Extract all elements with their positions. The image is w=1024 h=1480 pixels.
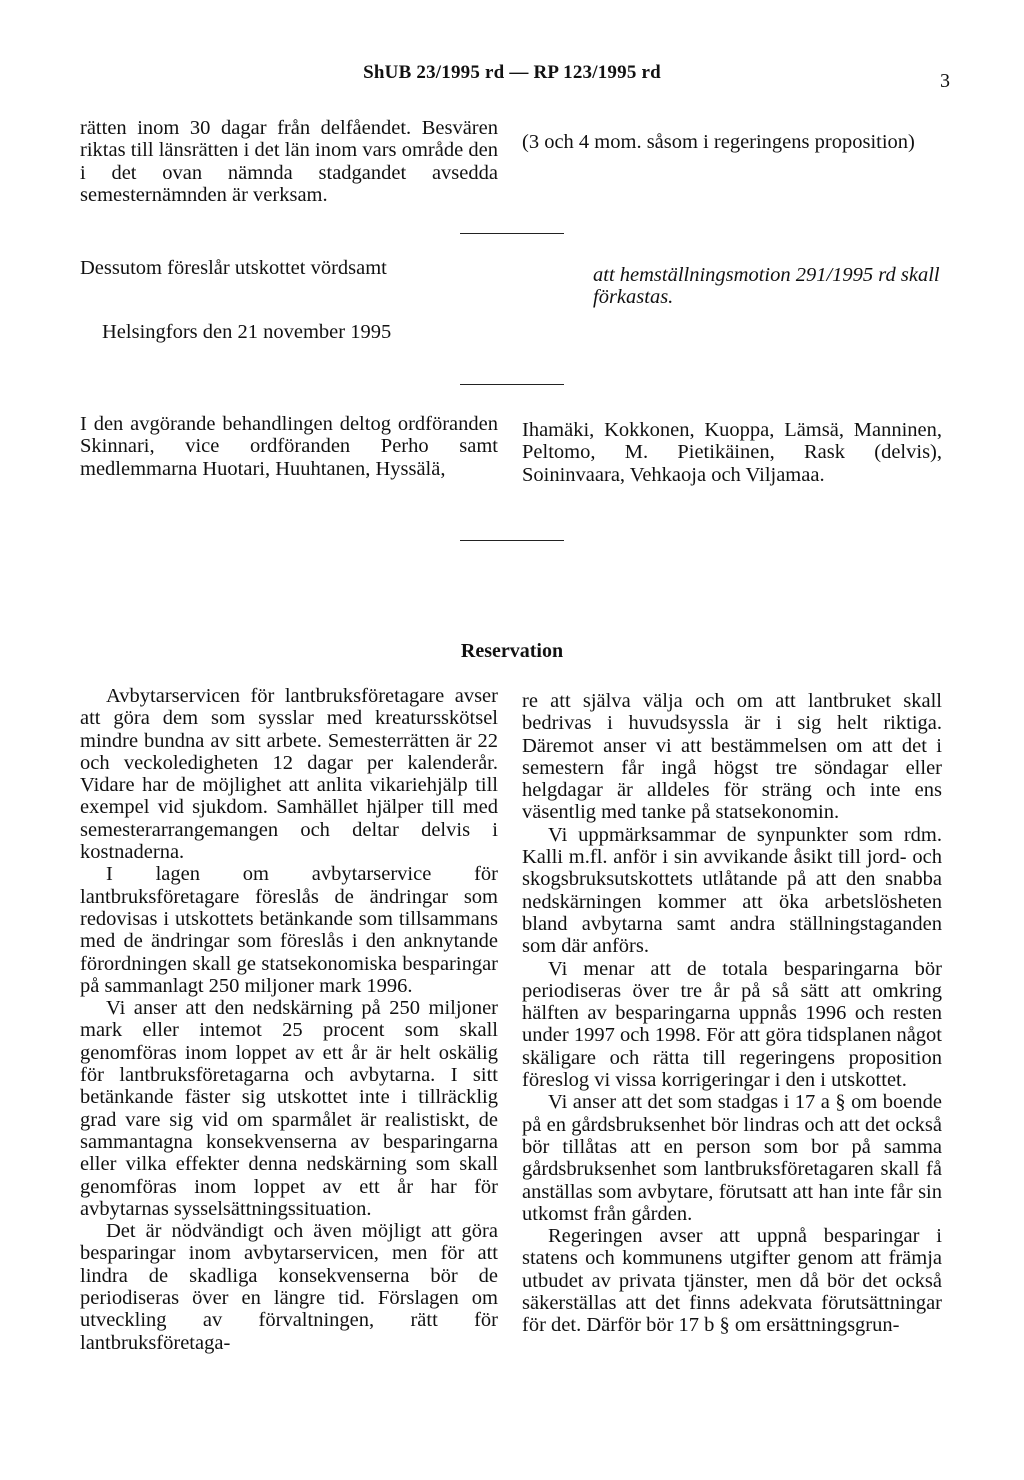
resolution-intro: Dessutom föreslår utskottet vördsamt bbox=[80, 257, 387, 279]
page-number: 3 bbox=[940, 70, 950, 92]
paragraph: Vi menar att de totala besparingarna bör periodiseras över tre år på så sätt att omkring hälften av besparingarna uppnås 1996 och resten under 1997 och 1998. För att göra tidsplanen något skäligare och rätta till regeringens proposition föreslog vi vissa korrigeringar i den i utskottet. bbox=[522, 957, 942, 1092]
reservation-column-right bbox=[522, 690, 942, 1337]
paragraph: Ihamäki, Kokkonen, Kuoppa, Lämsä, Manninen, Peltomo, M. Pietikäinen, Rask (delvis), Soininvaara, Vehkaoja och Viljamaa. bbox=[522, 419, 942, 486]
section-divider bbox=[460, 233, 564, 234]
paragraph: I lagen om avbytarservice för lantbruksföretagare föreslås de ändringar som redovisas i utskottets betänkande som tillsammans med de ändringar som föreslås i den anknytande förordningen skall ge statsekonomiska besparingar på sammanlagt 250 miljoner mark 1996. bbox=[80, 863, 498, 997]
paragraph: Det är nödvändigt och även möjligt att göra besparingar inom avbytarservicen, men för att lindra de skadliga konsekvenserna bör de periodiseras över en längre tid. Förslagen om utveckling av förvaltningen, rätt för lantbruksföretaga- bbox=[80, 1220, 498, 1354]
place-date: Helsingfors den 21 november 1995 bbox=[102, 321, 392, 343]
participants-left bbox=[80, 413, 498, 480]
paragraph: rätten inom 30 dagar från delfåendet. Besvären riktas till länsrätten i det län inom vars område den i det ovan nämnda stadgandet avsedda semesternämnden är verksam. bbox=[80, 117, 498, 206]
running-header: ShUB 23/1995 rd — RP 123/1995 rd bbox=[363, 62, 661, 83]
reservation-column-left bbox=[80, 685, 498, 1354]
participants-right bbox=[522, 419, 942, 486]
section-divider bbox=[460, 540, 564, 541]
paragraph: I den avgörande behandlingen deltog ordföranden Skinnari, vice ordföranden Perho samt medlemmarna Huotari, Huuhtanen, Hyssälä, bbox=[80, 413, 498, 480]
paragraph: Vi anser att den nedskärning på 250 miljoner mark eller intemot 25 procent som skall genomföras inom loppet av ett år är helt oskälig för lantbruksföretagarna och avbytarna. I sitt betänkande fäster sig utskottet inte i tillräcklig grad vare sig vid om sparmålet är realistiskt, de sammantagna konsekvenserna av besparingarna eller vilka effekter denna nedskärning som skall genomföras inom loppet av ett år har för avbytarnas sysselsättningssituation. bbox=[80, 997, 498, 1220]
paragraph: Vi uppmärksammar de synpunkter som rdm. Kalli m.fl. anför i sin avvikande åsikt till jord- och skogsbruksutskottets utlåtande på att den snabba nedskärningen kommer att öka arbetslösheten bland avbytarna samt andra ställningstaganden som där anförs. bbox=[522, 823, 942, 958]
section-divider bbox=[460, 384, 564, 385]
paragraph: re att själva välja och om att lantbruket skall bedrivas i huvudsyssla är i sig helt riktiga. Däremot anser vi att bestämmelsen om att det i semestern får ingå högst tre söndagar eller helgdagar är alldeles för sträng och inte ens väsentlig med tanke på statsekonomin. bbox=[522, 690, 942, 824]
continuation-text-left bbox=[80, 117, 498, 206]
continuation-text-right bbox=[522, 131, 942, 153]
paragraph: Vi anser att det som stadgas i 17 a § om boende på en gårdsbruksenhet bör lindras och att det också bör tillåtas att en person som bor på samma gårdsbruksenhet som lantbruksföretagaren skall få anställas som avbytare, förutsatt att han inte får sin utkomst från gården. bbox=[522, 1091, 942, 1225]
resolution-statement: att hemställningsmotion 291/1995 rd skall förkastas. bbox=[593, 264, 940, 309]
paragraph: Regeringen avser att uppnå besparingar i statens och kommunens utgifter genom att främja utbudet av privata tjänster, men då bör det också säkerställas att det finns adekvata förutsättningar för det. Därför bör 17 b § om ersättningsgrun- bbox=[522, 1225, 942, 1337]
paragraph: (3 och 4 mom. såsom i regeringens proposition) bbox=[522, 131, 915, 153]
reservation-title: Reservation bbox=[460, 640, 564, 662]
paragraph: Avbytarservicen för lantbruksföretagare avser att göra dem som sysslar med kreatursskötsel mindre bundna av sitt arbete. Semesterrätten är 22 och veckoledigheten 12 dagar per kalenderår. Vidare har de möjlighet att anlita vikariehjälp till exempel vid sjukdom. Samhället hjälper till med semesterarrangemangen och deltar delvis i kostnaderna. bbox=[80, 685, 498, 864]
